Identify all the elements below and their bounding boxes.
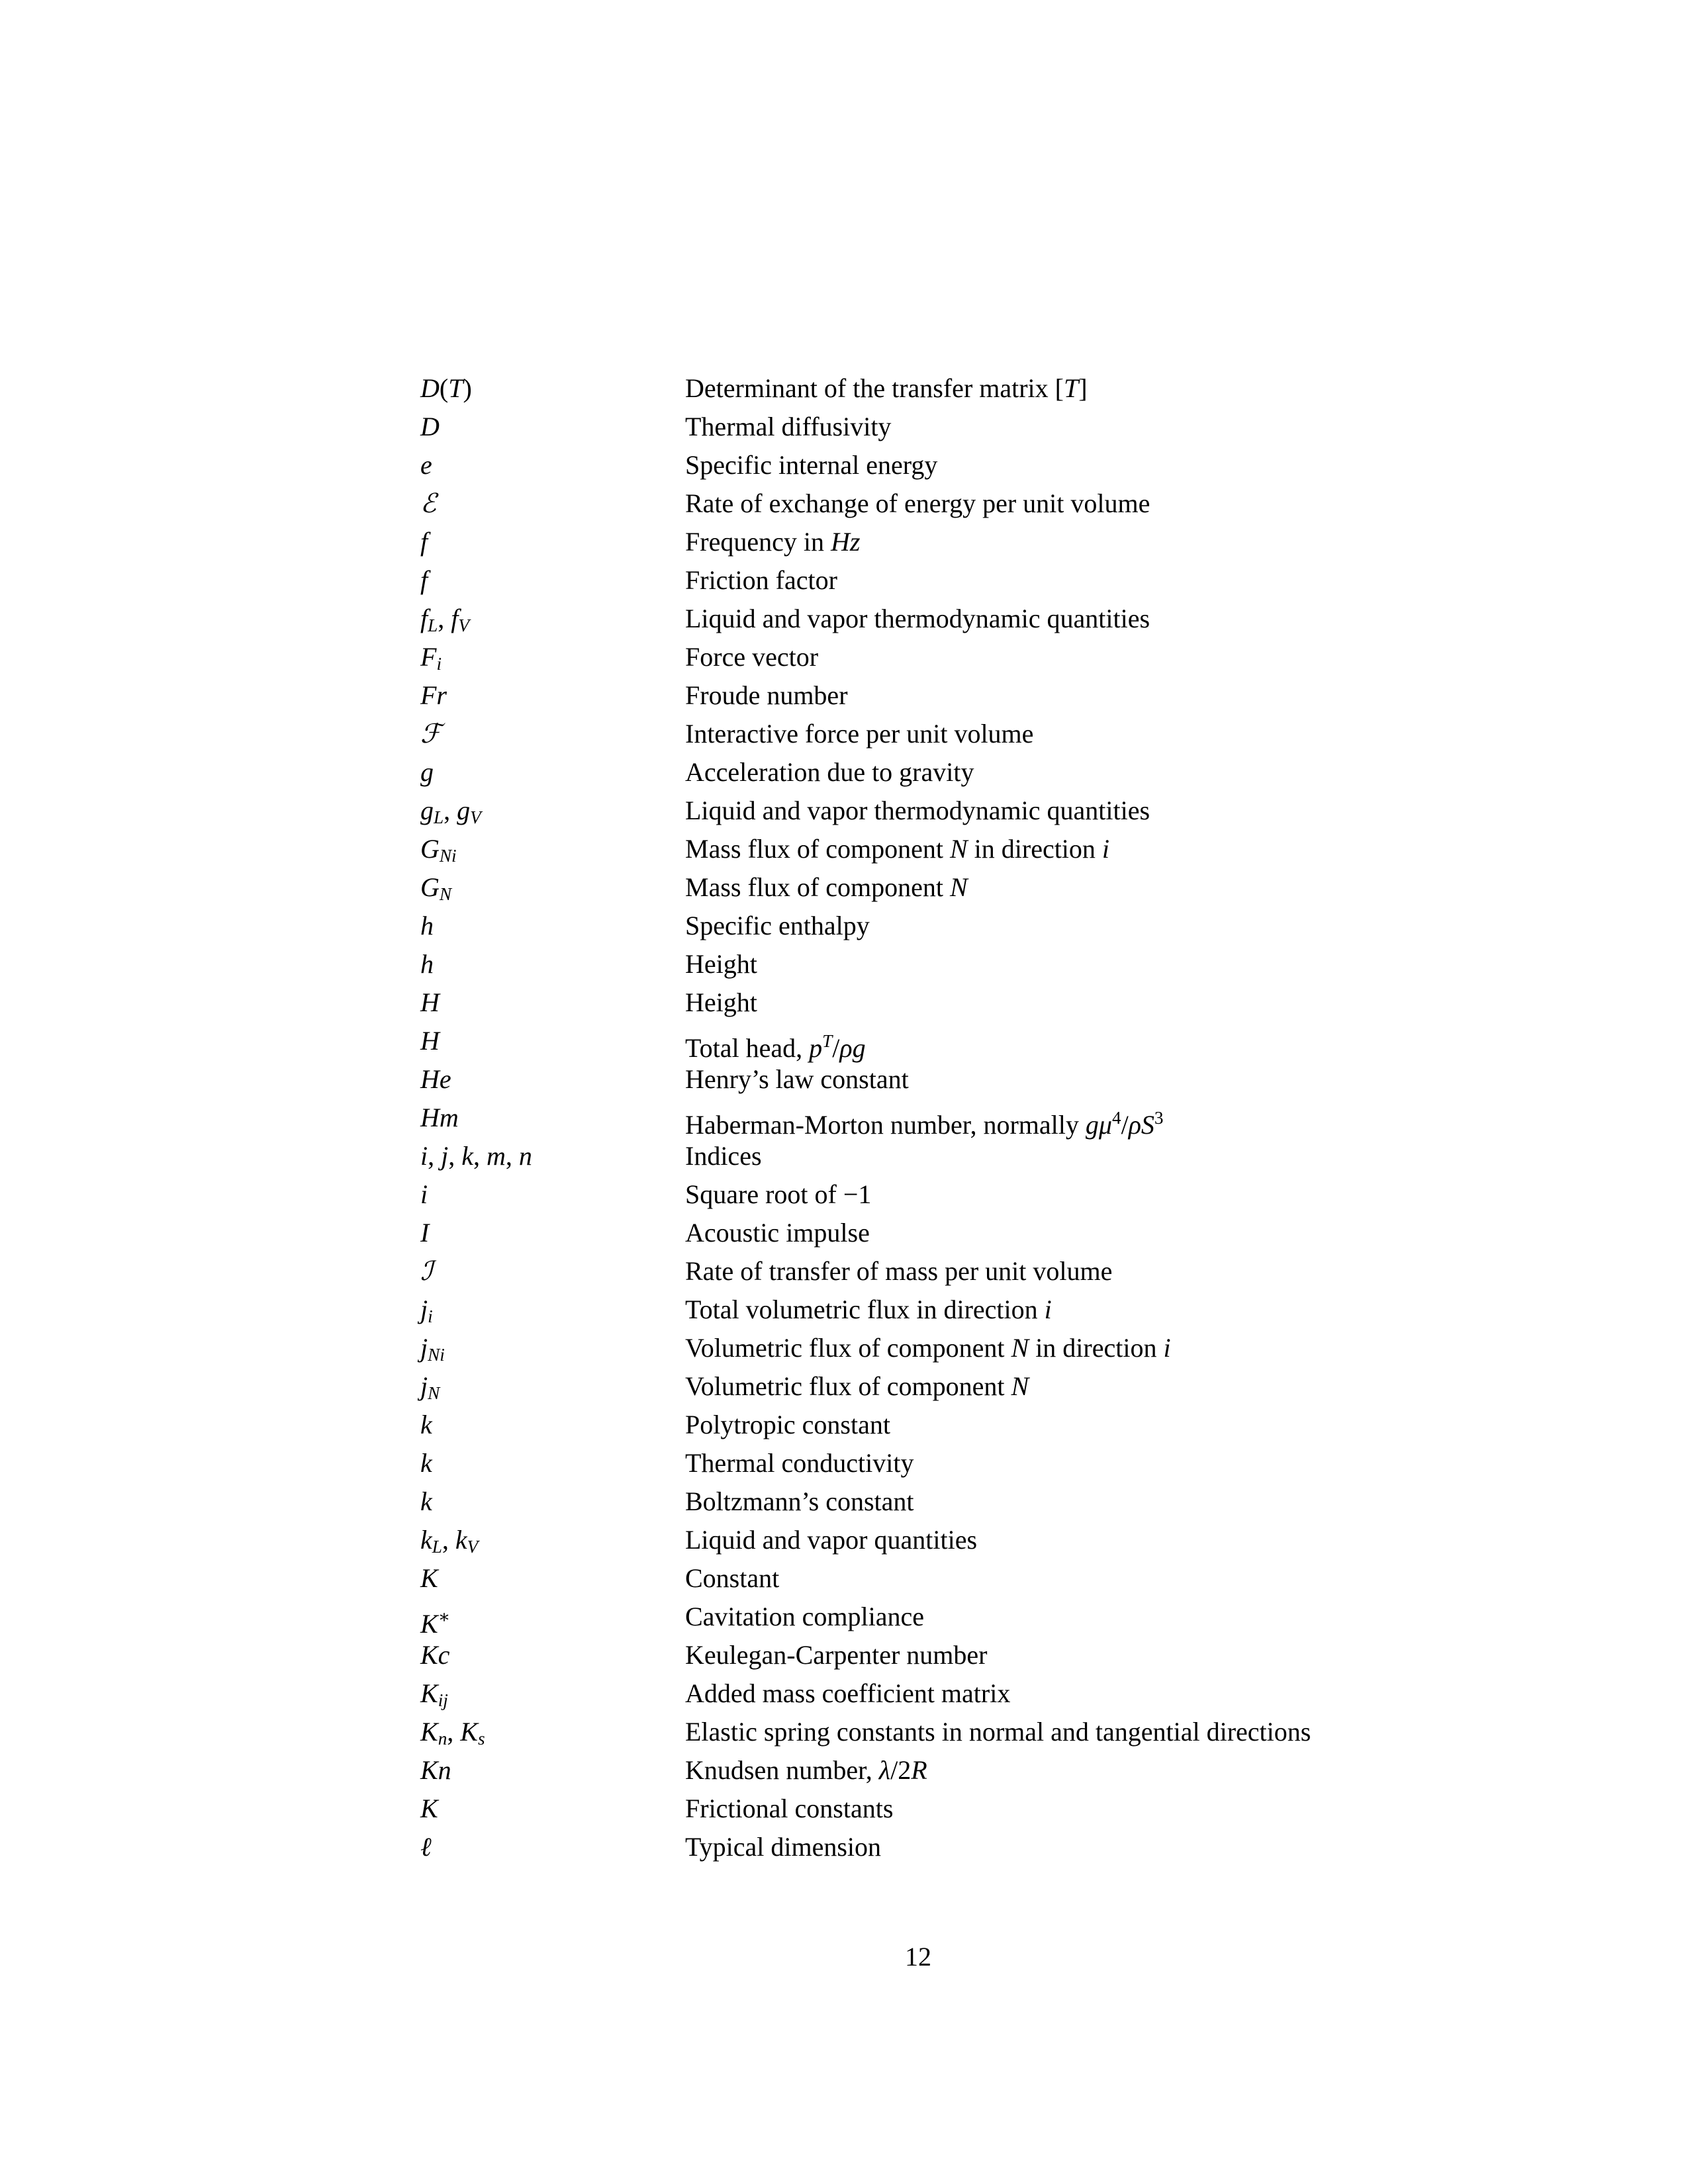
symbol: $G_{Ni}$ [420,834,457,866]
symbol: ℰ [420,488,437,518]
nomenclature-row [420,484,1612,523]
symbol: K [420,1794,438,1823]
nomenclature-row [420,1406,1612,1444]
symbol: k [420,1448,432,1478]
nomenclature-row [420,945,1612,983]
definition: Interactive force per unit volume [685,719,1034,749]
definition: Total volumetric flux in direction i [685,1295,1052,1324]
symbol: k [420,1410,432,1439]
definition: Force vector [685,642,819,672]
nomenclature-row [420,446,1612,484]
nomenclature-row [420,1674,1612,1713]
definition: Constant [685,1563,780,1593]
nomenclature-row [420,868,1612,907]
definition: Thermal conductivity [685,1448,914,1478]
definition: Liquid and vapor thermodynamic quantities [685,796,1150,825]
symbol: I [420,1218,430,1248]
definition: Volumetric flux of component N [685,1371,1029,1401]
nomenclature-row [420,983,1612,1022]
symbol: g [420,757,434,787]
symbol: $j_i$ [420,1295,433,1326]
nomenclature-row [420,715,1612,753]
symbol: ℱ [420,719,442,749]
symbol: $G_N$ [420,872,452,904]
nomenclature-row [420,1636,1612,1674]
definition: Liquid and vapor thermodynamic quantities [685,604,1150,633]
definition: Thermal diffusivity [685,412,892,441]
nomenclature-row [420,676,1612,715]
symbol: D [420,412,440,441]
nomenclature-row [420,523,1612,561]
nomenclature-row [420,1367,1612,1406]
definition: Frequency in Hz [685,527,861,557]
nomenclature-list [420,369,1612,1866]
nomenclature-row [420,1790,1612,1828]
page-number: 12 [905,1942,931,1972]
definition: Specific internal energy [685,450,938,480]
definition: Volumetric flux of component N in direction i [685,1333,1171,1363]
symbol: i, j, k, m, n [420,1141,532,1171]
symbol: $j_N$ [420,1371,440,1403]
definition: Frictional constants [685,1794,894,1823]
symbol: Kn [420,1755,451,1785]
nomenclature-row [420,1291,1612,1329]
symbol: H [420,987,440,1017]
nomenclature-row [420,638,1612,676]
nomenclature-row [420,1521,1612,1559]
nomenclature-row [420,1482,1612,1521]
symbol: i [420,1179,428,1209]
symbol: He [420,1064,451,1094]
symbol: k [420,1486,432,1516]
definition: Added mass coefficient matrix [685,1678,1011,1708]
symbol: h [420,911,434,940]
definition: Acceleration due to gravity [685,757,974,787]
nomenclature-row [420,561,1612,600]
symbol: f [420,527,428,557]
nomenclature-row [420,1137,1612,1175]
nomenclature-row [420,1099,1612,1140]
definition: Henry’s law constant [685,1064,909,1094]
definition: Haberman-Morton number, normally $g\mu^4/\rho S^3$ [685,1108,1164,1140]
nomenclature-row [420,1559,1612,1598]
nomenclature-row [420,907,1612,945]
symbol: $k_L$, $k_V$ [420,1525,479,1557]
nomenclature-row [420,1329,1612,1367]
definition: Rate of transfer of mass per unit volume [685,1256,1113,1286]
definition: Height [685,987,757,1017]
symbol: K [420,1563,438,1593]
nomenclature-row [420,753,1612,792]
symbol: ℐ [420,1256,433,1286]
nomenclature-row [420,1252,1612,1291]
nomenclature-row [420,369,1612,408]
definition: Height [685,949,757,979]
definition: Mass flux of component N [685,872,968,902]
definition: Knudsen number, λ/2R [685,1755,927,1785]
nomenclature-row [420,1751,1612,1790]
symbol: $F_i$ [420,642,442,674]
definition: Friction factor [685,565,837,595]
definition: Elastic spring constants in normal and tangential directions [685,1717,1311,1747]
definition: Froude number [685,680,848,710]
definition: Indices [685,1141,762,1171]
symbol: $j_{Ni}$ [420,1333,445,1365]
symbol: e [420,450,432,480]
symbol: $g_L$, $g_V$ [420,796,481,827]
nomenclature-row [420,1022,1612,1063]
nomenclature-row [420,600,1612,638]
definition: Acoustic impulse [685,1218,870,1248]
symbol: f [420,565,428,595]
symbol: ℓ [420,1832,432,1862]
nomenclature-row [420,1214,1612,1252]
definition: Polytropic constant [685,1410,890,1439]
nomenclature-row [420,1713,1612,1751]
definition: Cavitation compliance [685,1602,924,1631]
definition: Total head, $p^T/\rho g$ [685,1031,866,1063]
definition: Liquid and vapor quantities [685,1525,978,1555]
nomenclature-row [420,830,1612,868]
definition: Typical dimension [685,1832,882,1862]
symbol: h [420,949,434,979]
definition: Keulegan-Carpenter number [685,1640,988,1670]
definition: Specific enthalpy [685,911,870,940]
symbol: Hm [420,1103,459,1132]
definition: Square root of −1 [685,1179,872,1209]
nomenclature-row [420,1828,1612,1866]
symbol: K∗ [420,1607,451,1639]
symbol: $K_n$, $K_s$ [420,1717,485,1749]
symbol: $K_{ij}$ [420,1678,448,1710]
definition: Rate of exchange of energy per unit volume [685,488,1150,518]
nomenclature-row [420,1060,1612,1099]
definition: Mass flux of component N in direction i [685,834,1110,864]
symbol: Kc [420,1640,450,1670]
nomenclature-row [420,792,1612,830]
symbol: H [420,1026,440,1056]
definition: Determinant of the transfer matrix [T] [685,373,1088,403]
nomenclature-row [420,1175,1612,1214]
symbol: $f_L$, $f_V$ [420,604,469,635]
nomenclature-row [420,408,1612,446]
nomenclature-row [420,1444,1612,1482]
symbol: D(T) [420,373,472,403]
nomenclature-row [420,1598,1612,1639]
symbol: Fr [420,680,447,710]
definition: Boltzmann’s constant [685,1486,914,1516]
